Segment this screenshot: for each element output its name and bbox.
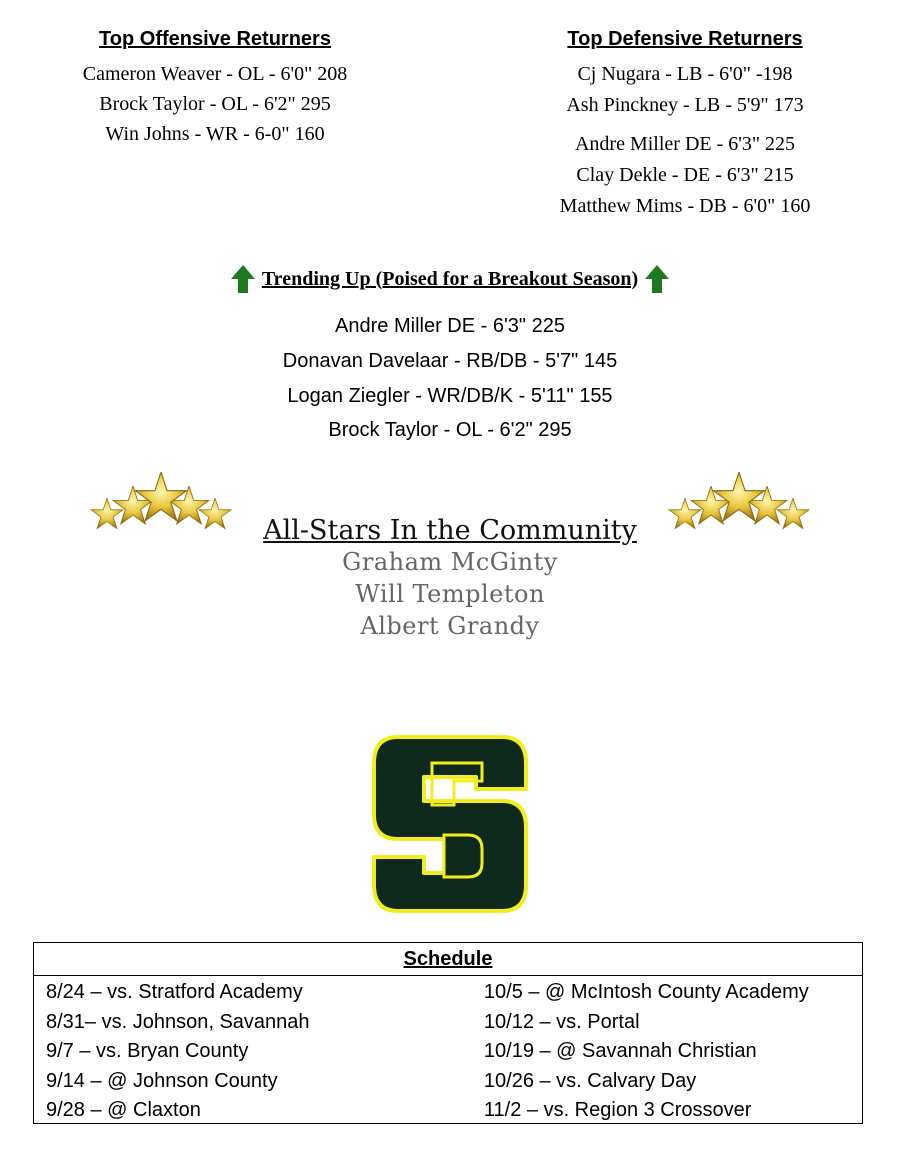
defensive-player: Andre Miller DE - 6'3" 225 [574,133,796,155]
defensive-player: Cj Nugara - LB - 6'0" -198 [577,63,793,85]
trending-player: Brock Taylor - OL - 6'2" 295 [328,419,572,441]
schedule-column-right [470,978,862,1126]
offensive-player: Brock Taylor - OL - 6'2" 295 [99,93,331,115]
defensive-returners-heading: Top Defensive Returners [567,28,803,50]
schedule-game: 9/28 – @ Claxton [46,1099,201,1121]
schedule-heading: Schedule [34,943,862,976]
up-arrow-icon [230,264,256,294]
allstars-name: Graham McGinty [342,548,558,576]
schedule-game: 11/2 – vs. Region 3 Crossover [483,1099,752,1121]
schedule-game: 10/12 – vs. Portal [483,1010,640,1033]
offensive-player: Win Johns - WR - 6-0" 160 [105,123,325,145]
defensive-player: Clay Dekle - DE - 6'3" 215 [576,164,794,186]
up-arrow-icon [644,264,670,294]
schedule-column-left [34,978,470,1126]
schedule-game: 8/24 – vs. Stratford Academy [46,981,303,1003]
defensive-returners-section [500,28,870,218]
schedule-game: 10/26 – vs. Calvary Day [483,1069,697,1092]
offensive-player: Cameron Weaver - OL - 6'0" 208 [82,63,348,85]
schedule-game: 9/14 – @ Johnson County [46,1069,278,1092]
schedule-table [33,942,863,1124]
schedule-game: 10/19 – @ Savannah Christian [483,1040,757,1062]
schedule-game: 10/5 – @ McIntosh County Academy [483,981,809,1003]
trending-player: Andre Miller DE - 6'3" 225 [335,315,565,337]
trending-up-heading [230,264,670,294]
allstars-title: All-Stars In the Community [263,515,637,546]
trending-player: Logan Ziegler - WR/DB/K - 5'11" 155 [287,385,613,407]
offensive-returners-section [40,28,390,149]
trending-up-title: Trending Up (Poised for a Breakout Season) [261,267,639,290]
schedule-game: 8/31– vs. Johnson, Savannah [46,1010,310,1033]
defensive-player: Ash Pinckney - LB - 5'9" 173 [566,94,804,116]
offensive-returners-heading: Top Offensive Returners [99,28,331,50]
schedule-game: 9/7 – vs. Bryan County [46,1040,249,1062]
allstars-section [0,515,900,642]
school-logo [370,735,530,913]
allstars-name: Will Templeton [355,580,545,608]
trending-up-section [0,264,900,446]
trending-player: Donavan Davelaar - RB/DB - 5'7" 145 [282,350,618,372]
defensive-player: Matthew Mims - DB - 6'0" 160 [559,195,811,217]
allstars-name: Albert Grandy [360,612,540,640]
